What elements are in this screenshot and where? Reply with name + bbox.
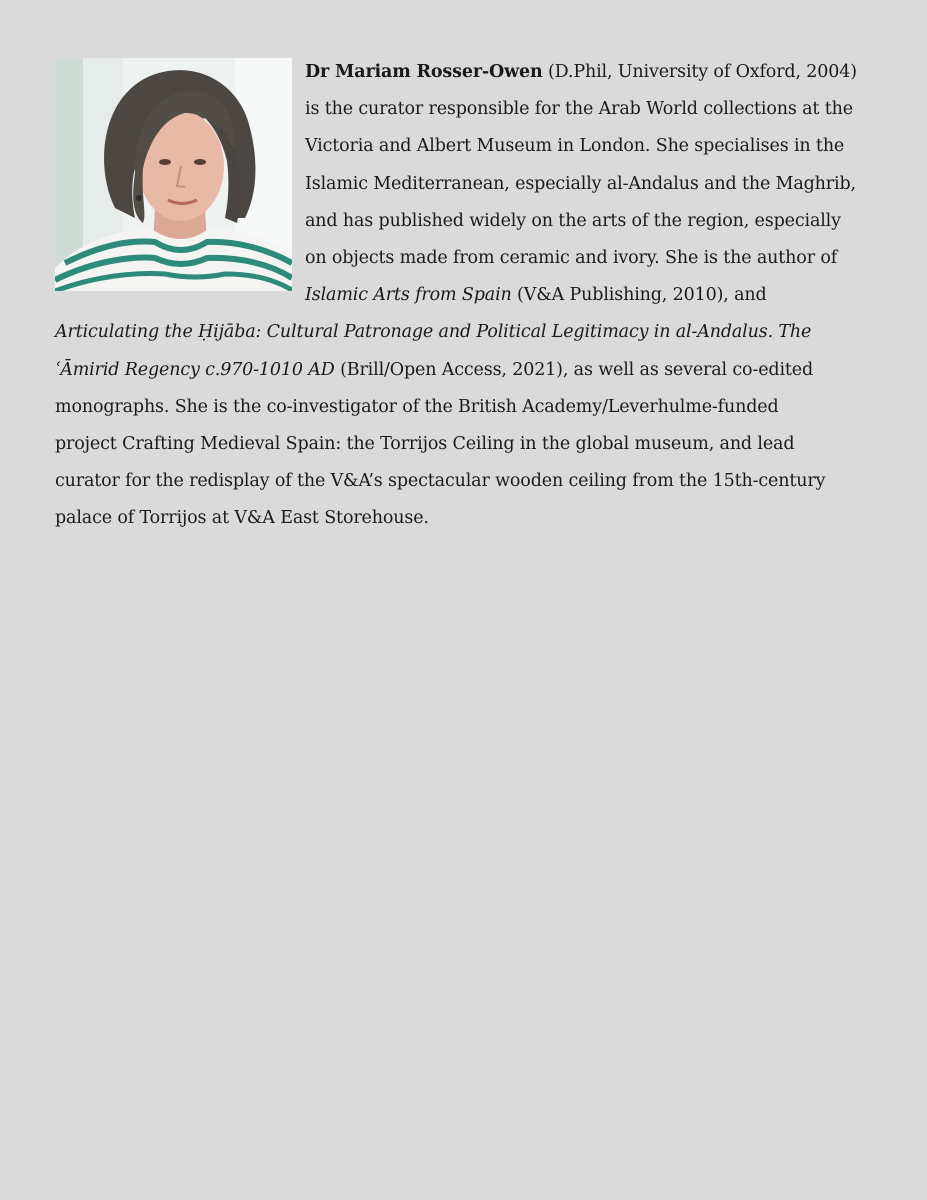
bio-line-7 xyxy=(55,277,875,314)
author-bio xyxy=(55,54,875,538)
bio-line-3: Victoria and Albert Museum in London. She specialises in the xyxy=(305,136,845,157)
book-title: Articulating the Ḥijāba: Cultural Patronage and Political Legitimacy in al-Andalus. The xyxy=(55,322,812,343)
bio-line-13: palace of Torrijos at V&A East Storehouse. xyxy=(55,508,429,529)
bio-text: (D.Phil, University of Oxford, 2004) xyxy=(542,62,857,82)
book-details: (Brill/Open Access, 2021), as well as several co-edited xyxy=(334,359,814,380)
author-name: Dr Mariam Rosser-Owen xyxy=(305,62,543,82)
bio-line-12: curator for the redisplay of the V&A’s spectacular wooden ceiling from the 15th-century xyxy=(55,471,826,492)
bio-line-8 xyxy=(55,314,875,351)
bio-line-1 xyxy=(55,54,875,91)
book-details: (V&A Publishing, 2010), and xyxy=(511,285,767,306)
bio-line-5: and has published widely on the arts of the region, especially xyxy=(305,210,841,231)
bio-line-4: Islamic Mediterranean, especially al-Andalus and the Maghrib, xyxy=(305,173,856,194)
bio-line-11: project Crafting Medieval Spain: the Torrijos Ceiling in the global museum, and lead xyxy=(55,434,795,455)
bio-line-6: on objects made from ceramic and ivory. She is the author of xyxy=(305,248,838,269)
bio-line-9 xyxy=(55,352,875,389)
bio-line-2: is the curator responsible for the Arab World collections at the xyxy=(305,99,853,120)
book-title: Islamic Arts from Spain xyxy=(305,285,512,306)
bio-line-10: monographs. She is the co-investigator of the British Academy/Leverhulme-funded xyxy=(55,396,779,417)
book-title: ʿĀmirid Regency c.970-1010 AD xyxy=(55,359,335,380)
